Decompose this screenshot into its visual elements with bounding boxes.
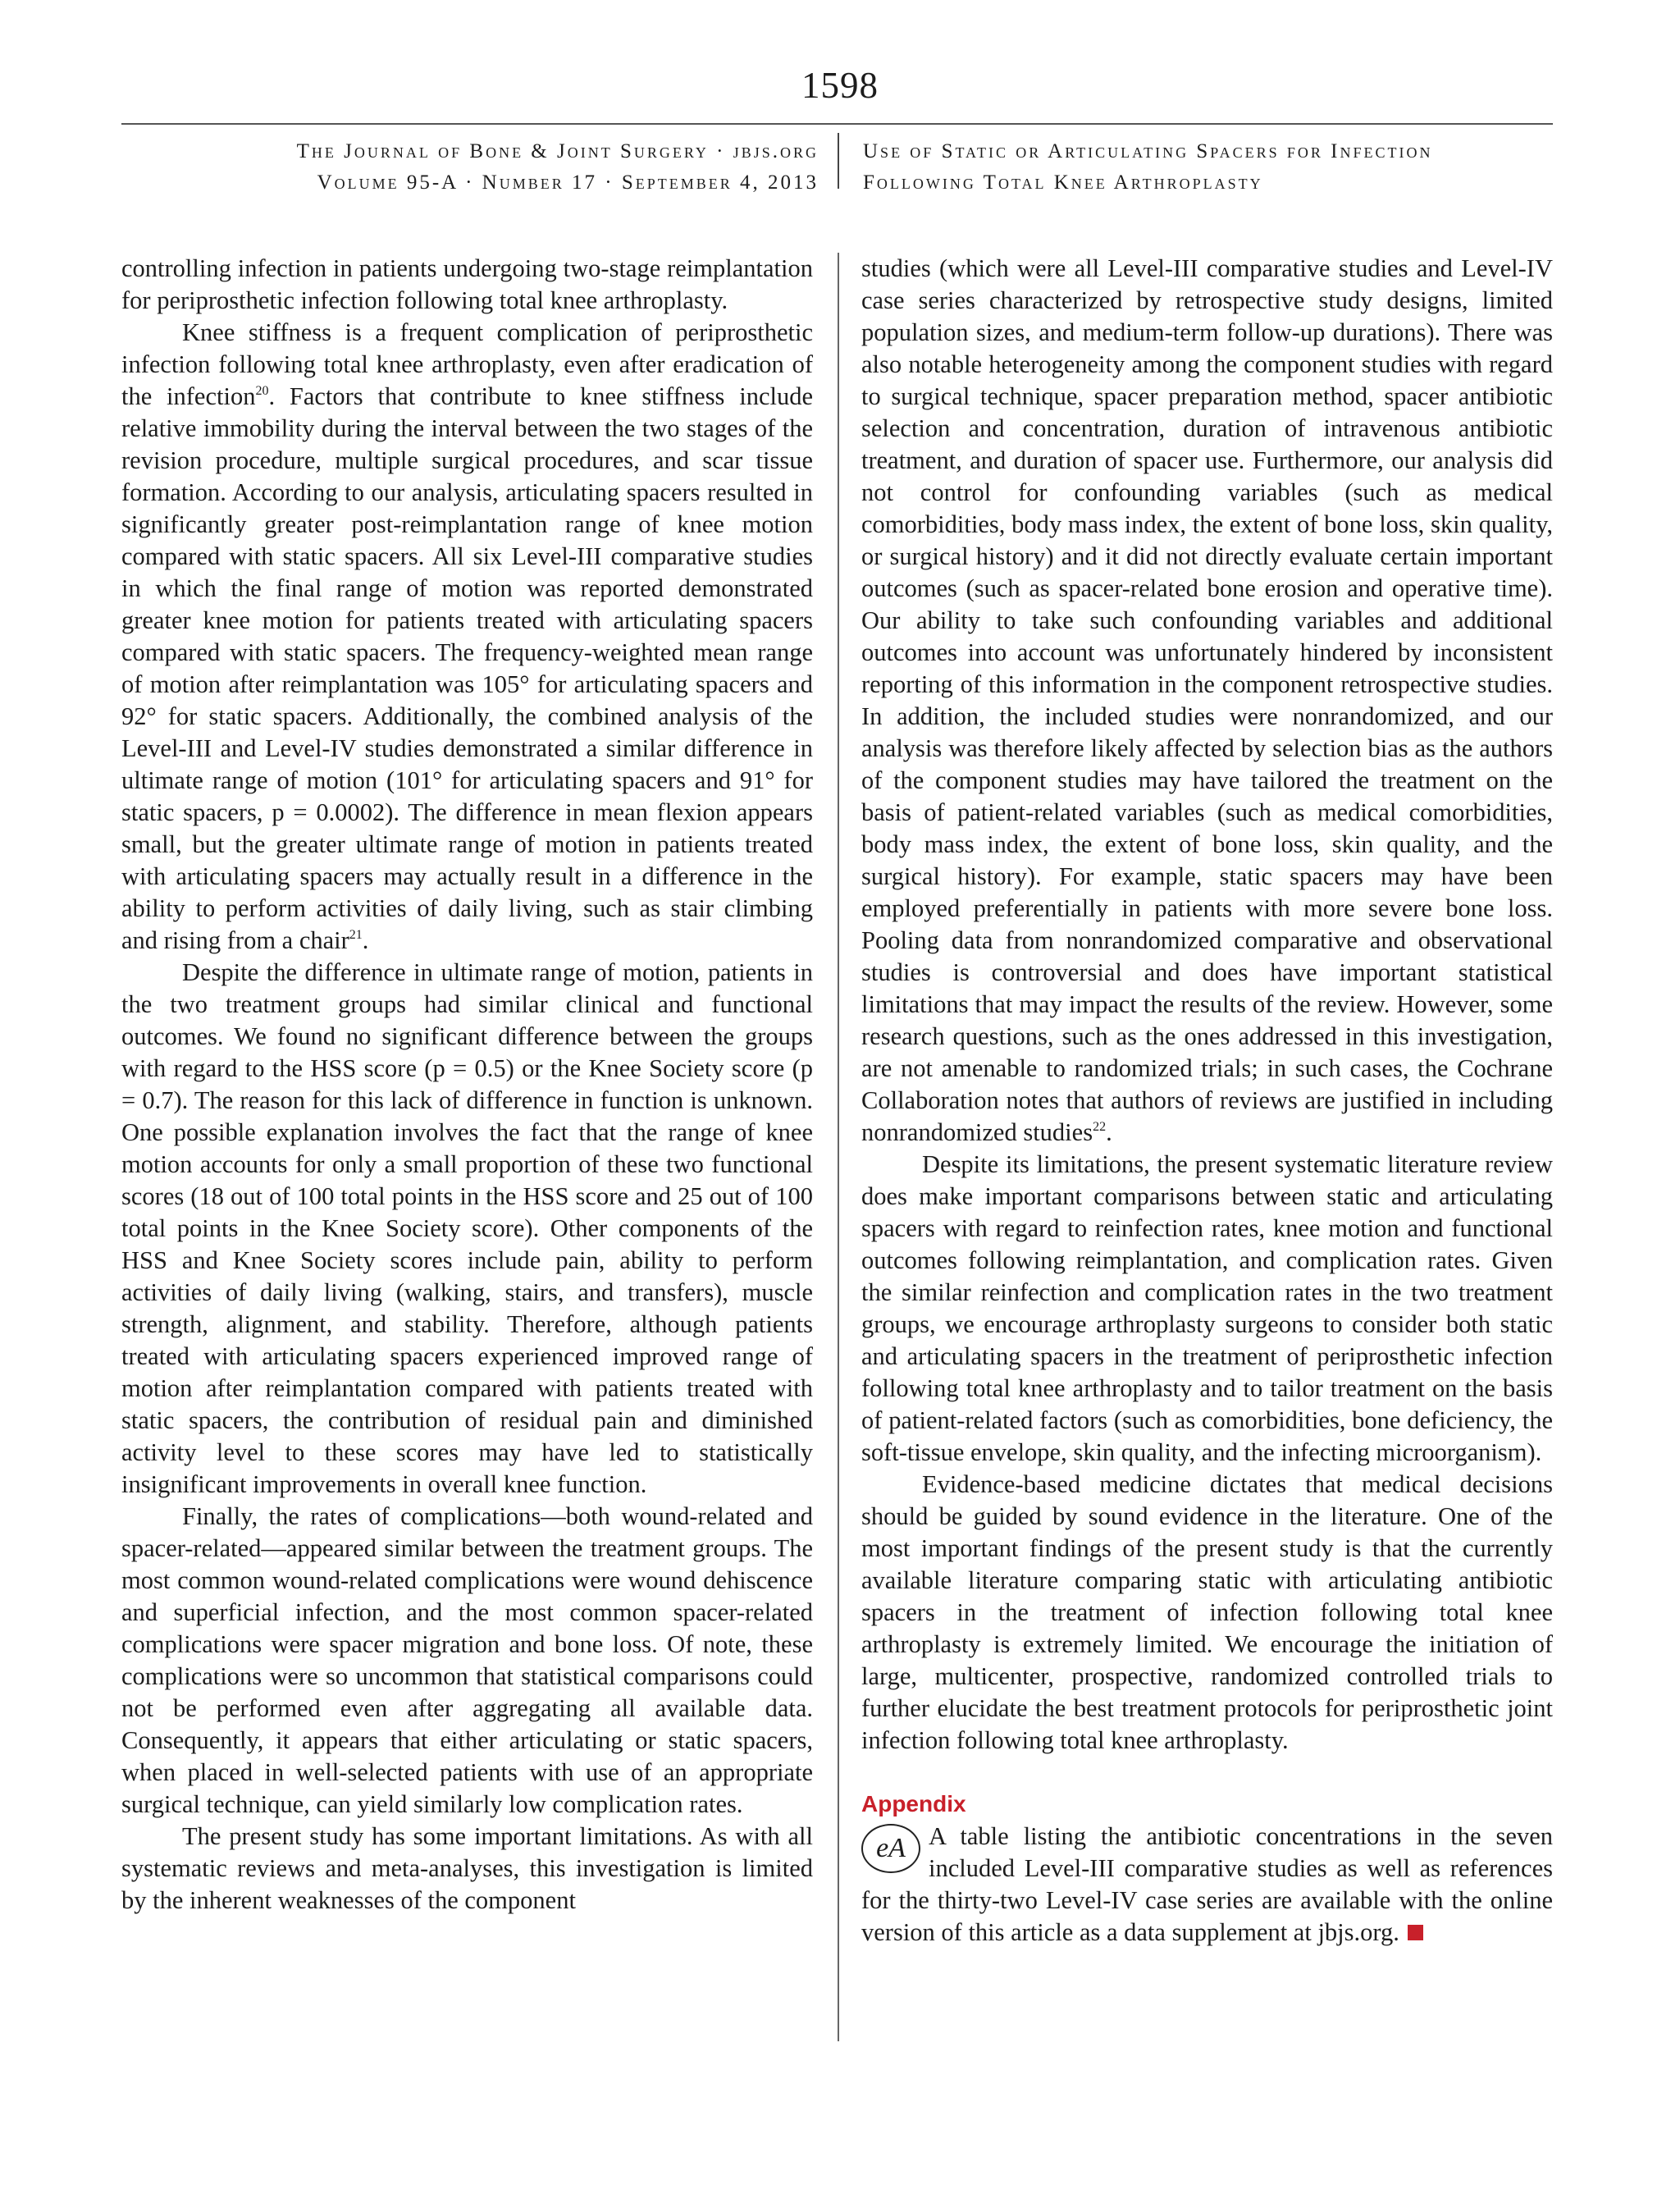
paragraph-text: .	[1106, 1118, 1112, 1146]
appendix-paragraph	[861, 1821, 1553, 1949]
paragraph-text: Knee stiffness is a frequent complication of periprosthetic infection following total knee arthroplasty, even after eradication of the infection	[121, 318, 813, 410]
header-rule	[121, 123, 1553, 125]
left-column	[121, 253, 813, 1917]
column-divider	[838, 253, 839, 2041]
header-divider	[838, 133, 839, 189]
appendix-text: A table listing the antibiotic concentrations in the seven included Level-III comparative studies as well as references for the thirty-two Level-IV case series are available with the online version of this article as a data supplement at jbjs.org.	[861, 1822, 1553, 1946]
journal-title: The Journal of Bone & Joint Surgery · jbjs.org	[296, 140, 819, 162]
paragraph	[861, 253, 1553, 1149]
paragraph-text: .	[362, 926, 369, 954]
paragraph: Evidence-based medicine dictates that medical decisions should be guided by sound evidence in the literature. One of the most important findings of the present study is that the currently available literature comparing static with articulating antibiotic spacers in the treatment of infection following total knee arthroplasty is extremely limited. We encourage the initiation of large, multicenter, prospective, randomized controlled trials to further elucidate the best treatment protocols for periprosthetic joint infection following total knee arthroplasty.	[861, 1470, 1553, 1754]
paragraph: controlling infection in patients undergoing two-stage reimplantation for periprosthetic infection following total knee arthroplasty.	[121, 254, 813, 314]
appendix-heading: Appendix	[861, 1791, 966, 1816]
article-title-line-1: Use of Static or Articulating Spacers for Infection	[863, 140, 1433, 162]
journal-volume-info: Volume 95-A · Number 17 · September 4, 2013	[317, 171, 819, 194]
paragraph: The present study has some important limitations. As with all systematic reviews and meta-analyses, this investigation is limited by the inherent weaknesses of the component	[121, 1822, 813, 1914]
running-header-journal	[121, 136, 819, 199]
citation-ref: 20	[255, 384, 269, 398]
citation-ref: 21	[349, 928, 363, 942]
running-header-article	[863, 136, 1552, 199]
end-of-article-mark	[1408, 1925, 1423, 1940]
paragraph-text: . Factors that contribute to knee stiffness include relative immobility during the interval between the two stages of the revision procedure, multiple surgical procedures, and scar tissue formation. According to our analysis, articulating spacers resulted in significantly greater post-reimplantation range of knee motion compared with static spacers. All six Level-III comparative studies in which the final range of motion was reported demonstrated greater knee motion for patients treated with articulating spacers compared with static spacers. The frequency-weighted mean range of motion after reimplantation was 105° for articulating spacers and 92° for static spacers. Additionally, the combined analysis of the Level-III and Level-IV studies demonstrated a similar difference in ultimate range of motion (101° for articulating spacers and 91° for static spacers, p = 0.0002). The difference in mean flexion appears small, but the greater ultimate range of motion in patients treated with articulating spacers may actually result in a difference in the ability to perform activities of daily living, such as stair climbing and rising from a chair	[121, 382, 813, 954]
page-number: 1598	[801, 65, 879, 106]
paragraph: Despite the difference in ultimate range of motion, patients in the two treatment groups had similar clinical and functional outcomes. We found no significant difference between the groups with regard to the HSS score (p = 0.5) or the Knee Society score (p = 0.7). The reason for this lack of difference in function is unknown. One possible explanation involves the fact that the range of knee motion accounts for only a small proportion of these two functional scores (18 out of 100 total points in the HSS score and 25 out of 100 total points in the Knee Society score). Other components of the HSS and Knee Society scores include pain, ability to perform activities of daily living (walking, stairs, and transfers), muscle strength, alignment, and stability. Therefore, although patients treated with articulating spacers experienced improved range of motion after reimplantation compared with patients treated with static spacers, the contribution of residual pain and diminished activity level to these scores may have led to statistically insignificant improvements in overall knee function.	[121, 958, 813, 1498]
article-title-line-2: Following Total Knee Arthroplasty	[863, 171, 1263, 194]
right-column	[861, 253, 1553, 1949]
paragraph: Despite its limitations, the present systematic literature review does make important comparisons between static and articulating spacers with regard to reinfection rates, knee motion and functional outcomes following reimplantation, and complication rates. Given the similar reinfection and complication rates in the two treatment groups, we encourage arthroplasty surgeons to consider both static and articulating spacers in the treatment of periprosthetic infection following total knee arthroplasty and to tailor treatment on the basis of patient-related factors (such as comorbidities, bone deficiency, the soft-tissue envelope, skin quality, and the infecting microorganism).	[861, 1150, 1553, 1466]
data-supplement-icon: eA	[861, 1824, 920, 1873]
citation-ref: 22	[1093, 1120, 1107, 1134]
paragraph-text: studies (which were all Level-III comparative studies and Level-IV case series characterized by retrospective study designs, limited population sizes, and medium-term follow-up durations). There was also notable heterogeneity among the component studies with regard to surgical technique, spacer preparation method, spacer antibiotic selection and concentration, duration of intravenous antibiotic treatment, and duration of spacer use. Furthermore, our analysis did not control for confounding variables (such as medical comorbidities, body mass index, the extent of bone loss, skin quality, or surgical history) and it did not directly evaluate certain important outcomes (such as spacer-related bone erosion and operative time). Our ability to take such confounding variables and additional outcomes into account was unfortunately hindered by inconsistent reporting of this information in the component retrospective studies. In addition, the included studies were nonrandomized, and our analysis was therefore likely affected by selection bias as the authors of the component studies may have tailored the treatment on the basis of patient-related variables (such as medical comorbidities, body mass index, the extent of bone loss, skin quality, and the surgical history). For example, static spacers may have been employed preferentially in patients with more severe bone loss. Pooling data from nonrandomized comparative and observational studies is controversial and does have important statistical limitations that may impact the results of the review. However, some research questions, such as the ones addressed in this investigation, are not amenable to randomized trials; in such cases, the Cochrane Collaboration notes that authors of reviews are justified in including nonrandomized studies	[861, 254, 1553, 1146]
paragraph: Finally, the rates of complications—both wound-related and spacer-related—appeared similar between the treatment groups. The most common wound-related complications were wound dehiscence and superficial infection, and the most common spacer-related complications were spacer migration and bone loss. Of note, these complications were so uncommon that statistical comparisons could not be performed even after aggregating all available data. Consequently, it appears that either articulating or static spacers, when placed in well-selected patients with use of an appropriate surgical technique, can yield similarly low complication rates.	[121, 1502, 813, 1818]
paragraph	[121, 317, 813, 957]
